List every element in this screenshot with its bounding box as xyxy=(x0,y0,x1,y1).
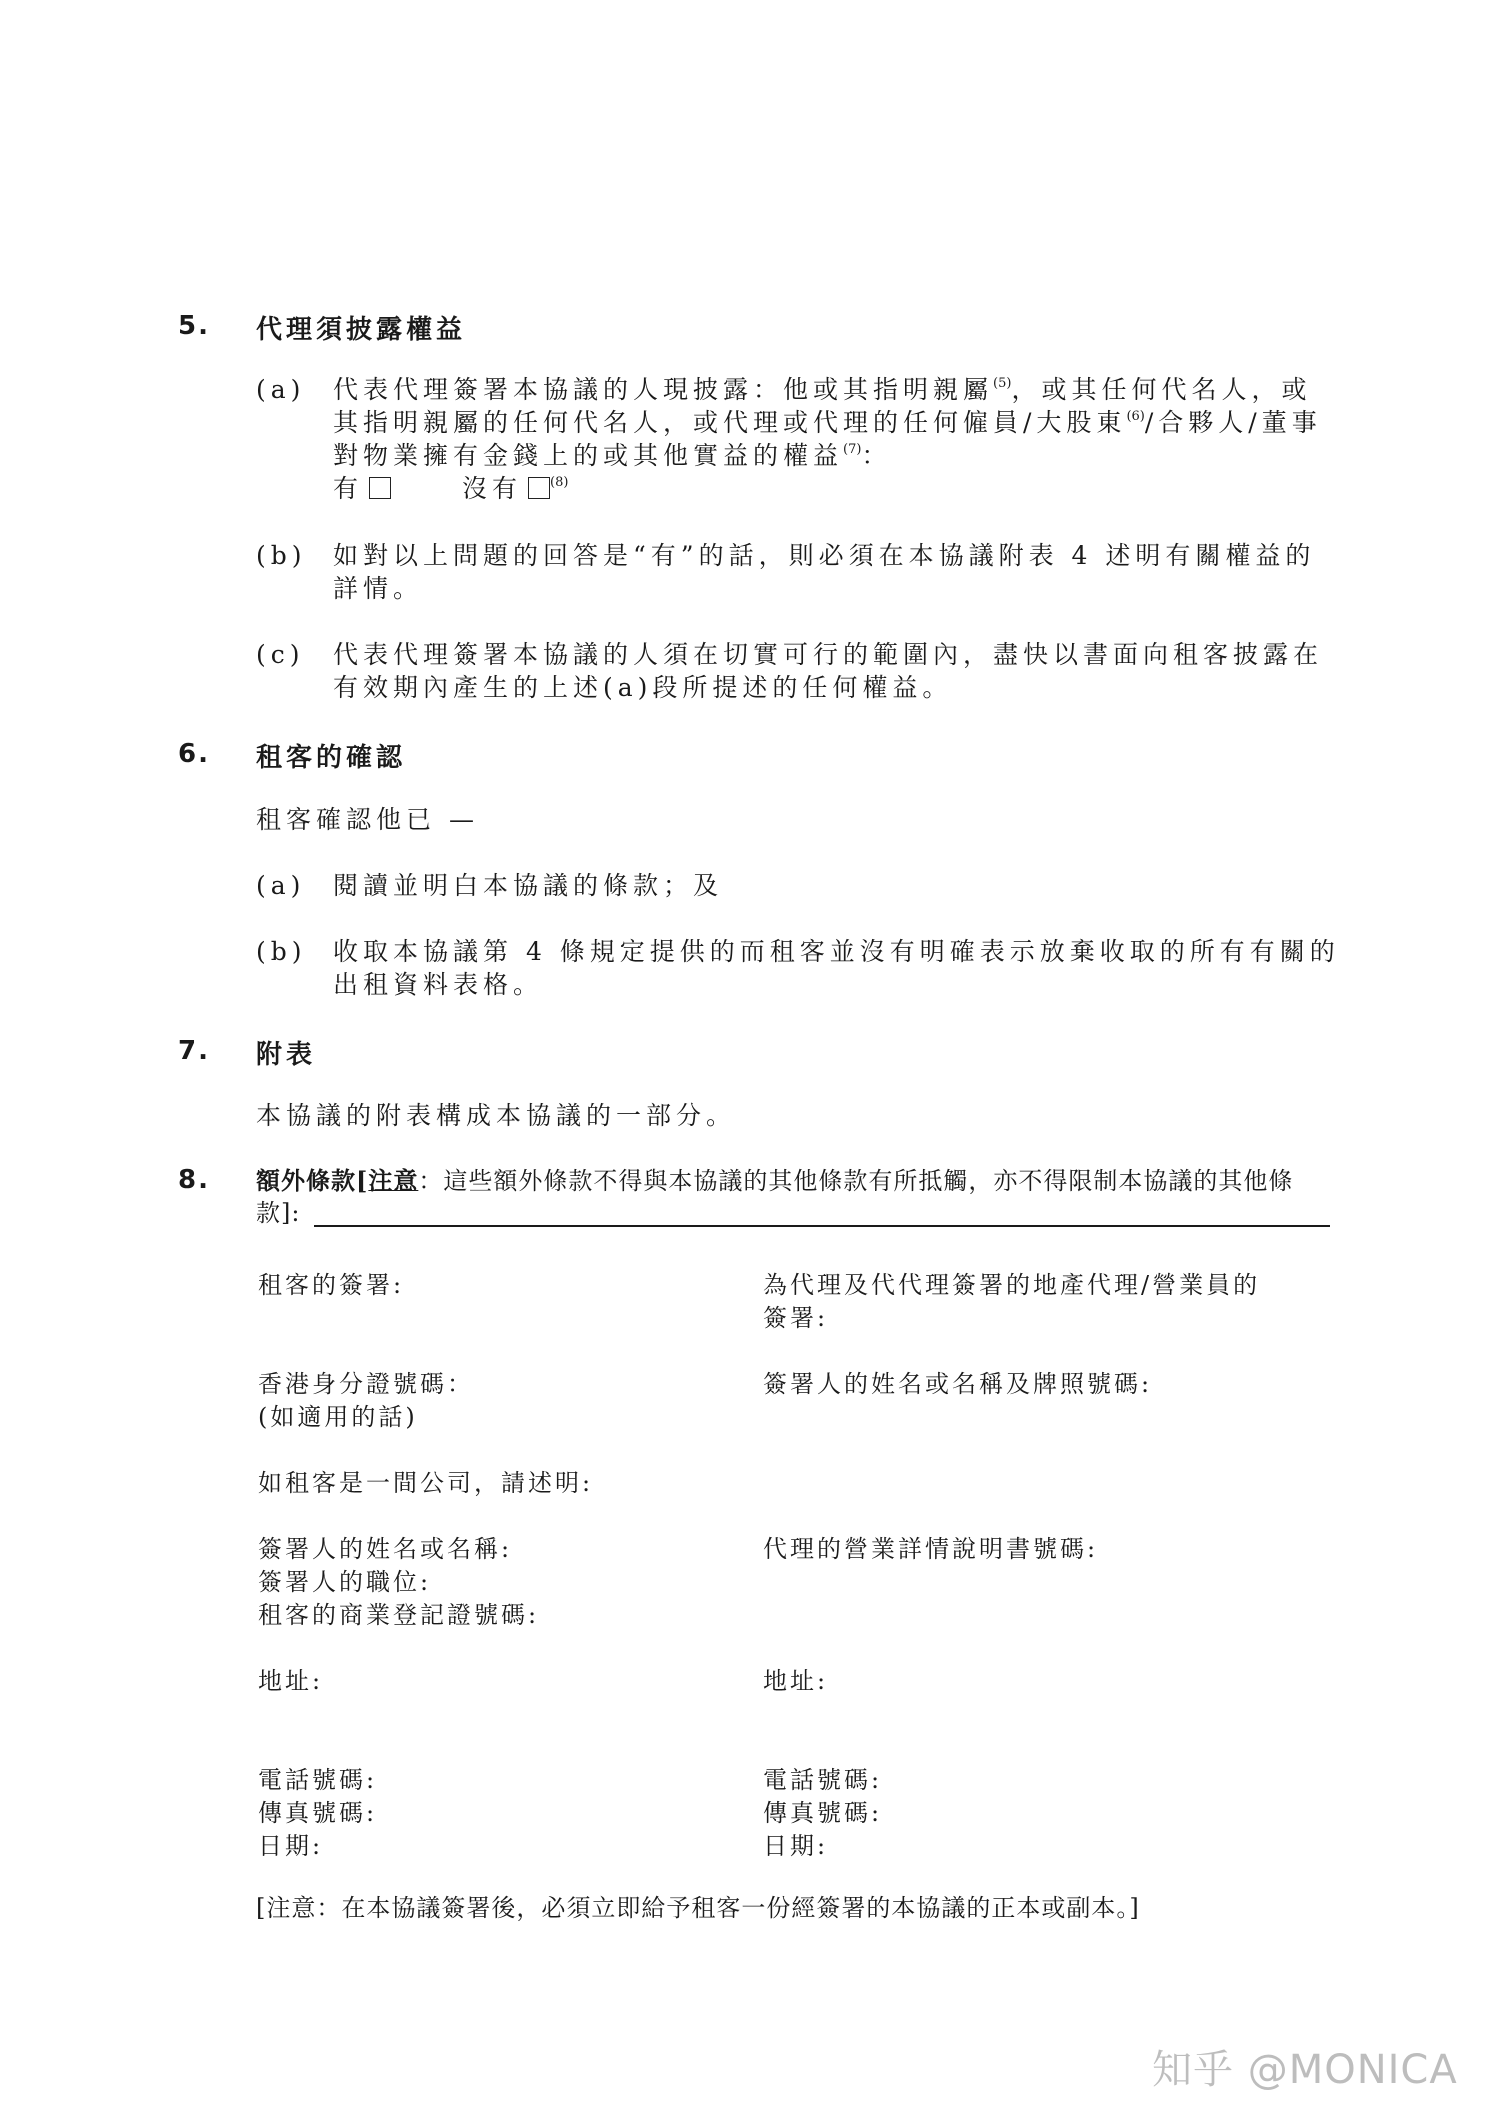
section-5-number: 5. xyxy=(178,311,210,341)
section-8-line-2: 款]: xyxy=(256,1199,301,1227)
section-6-title: 租客的確認 xyxy=(256,743,407,773)
section-6-number: 6. xyxy=(178,739,210,769)
no-checkbox[interactable] xyxy=(528,477,550,499)
tenant-signature-label: 租客的簽署: xyxy=(258,1271,405,1299)
section-6a-text: 閱讀並明白本協議的條款；及 xyxy=(333,871,724,900)
signer-name-licence-label: 簽署人的姓名或名稱及牌照號碼: xyxy=(763,1370,1153,1398)
yes-checkbox[interactable] xyxy=(369,477,391,499)
agent-signature-label-2: 簽署: xyxy=(763,1304,829,1332)
tenant-date-label: 日期: xyxy=(258,1832,324,1860)
tenant-address-label: 地址: xyxy=(258,1667,324,1695)
footer-note: [注意：在本協議簽署後，必須立即給予租客一份經簽署的本協議的正本或副本。] xyxy=(256,1894,1140,1922)
no-label: 沒有 xyxy=(462,474,523,503)
tenant-phone-label: 電話號碼: xyxy=(258,1766,378,1794)
section-7-text: 本協議的附表構成本協議的一部分。 xyxy=(256,1101,737,1130)
section-5b-line-1: 如對以上問題的回答是“有”的話，則必須在本協議附表 4 述明有關權益的 xyxy=(333,541,1316,570)
company-intro-label: 如租客是一間公司，請述明: xyxy=(258,1469,594,1497)
agent-statement-number-label: 代理的營業詳情說明書號碼: xyxy=(763,1535,1099,1563)
section-5b-marker: (b) xyxy=(256,541,307,570)
yes-label: 有 xyxy=(333,474,364,503)
section-7-title: 附表 xyxy=(256,1040,317,1070)
no-option[interactable] xyxy=(462,472,568,505)
footnote-ref-7: (7) xyxy=(843,442,862,457)
br-number-label: 租客的商業登記證號碼: xyxy=(258,1601,540,1629)
section-8-note-label: 注意 xyxy=(368,1166,419,1195)
agent-date-label: 日期: xyxy=(763,1832,829,1860)
footnote-ref-6: (6) xyxy=(1126,409,1145,424)
footnote-ref-5: (5) xyxy=(993,376,1012,391)
tenant-hkid-label: 香港身分證號碼： xyxy=(258,1370,474,1398)
agent-phone-label: 電話號碼: xyxy=(763,1766,883,1794)
section-6b-marker: (b) xyxy=(256,937,307,966)
tenant-hkid-note: (如適用的話) xyxy=(258,1403,418,1431)
signer-position-label: 簽署人的職位: xyxy=(258,1568,432,1596)
section-5b-line-2: 詳情。 xyxy=(333,574,424,603)
section-7-number: 7. xyxy=(178,1036,210,1066)
section-6-intro: 租客確認他已 — xyxy=(256,805,479,834)
section-8-number: 8. xyxy=(178,1165,210,1195)
section-5c-marker: (c) xyxy=(256,640,305,669)
agent-signature-label-1: 為代理及代代理簽署的地產代理/營業員的 xyxy=(763,1271,1261,1299)
section-8-line-1: 額外條款[注意：這些額外條款不得與本協議的其他條款有所抵觸，亦不得限制本協議的其他條 xyxy=(256,1166,1294,1195)
tenant-fax-label: 傳真號碼: xyxy=(258,1799,378,1827)
yes-option[interactable] xyxy=(333,472,391,505)
section-5a-line-1: 代表代理簽署本協議的人現披露：他或其指明親屬$^{(5)}$，或其任何代名人，或 xyxy=(333,375,1312,404)
section-5c-line-2: 有效期內產生的上述(a)段所提述的任何權益。 xyxy=(333,673,953,702)
footnote-ref-8: (8) xyxy=(550,475,569,490)
section-6a-marker: (a) xyxy=(256,871,306,900)
section-6b-line-1: 收取本協議第 4 條規定提供的而租客並沒有明確表示放棄收取的所有有關的 xyxy=(333,937,1340,966)
agent-fax-label: 傳真號碼: xyxy=(763,1799,883,1827)
signer-name-label: 簽署人的姓名或名稱: xyxy=(258,1535,513,1563)
section-8-title: 額外條款[ xyxy=(256,1166,369,1195)
section-6b-line-2: 出租資料表格。 xyxy=(333,970,544,999)
section-5a-line-3: 對物業擁有金錢上的或其他實益的權益$^{(7)}$： xyxy=(333,441,892,470)
section-5a-line-2: 其指明親屬的任何代名人，或代理或代理的任何僱員/大股東$^{(6)}$/合夥人/董事 xyxy=(333,408,1322,437)
agent-address-label: 地址: xyxy=(763,1667,829,1695)
section-5-title: 代理須披露權益 xyxy=(256,315,467,345)
additional-terms-line[interactable] xyxy=(314,1225,1330,1227)
section-5a-marker: (a) xyxy=(256,375,306,404)
section-5c-line-1: 代表代理簽署本協議的人須在切實可行的範圍內，盡快以書面向租客披露在 xyxy=(333,640,1324,669)
zhihu-watermark: 知乎 @MONICA xyxy=(1152,2047,1458,2093)
